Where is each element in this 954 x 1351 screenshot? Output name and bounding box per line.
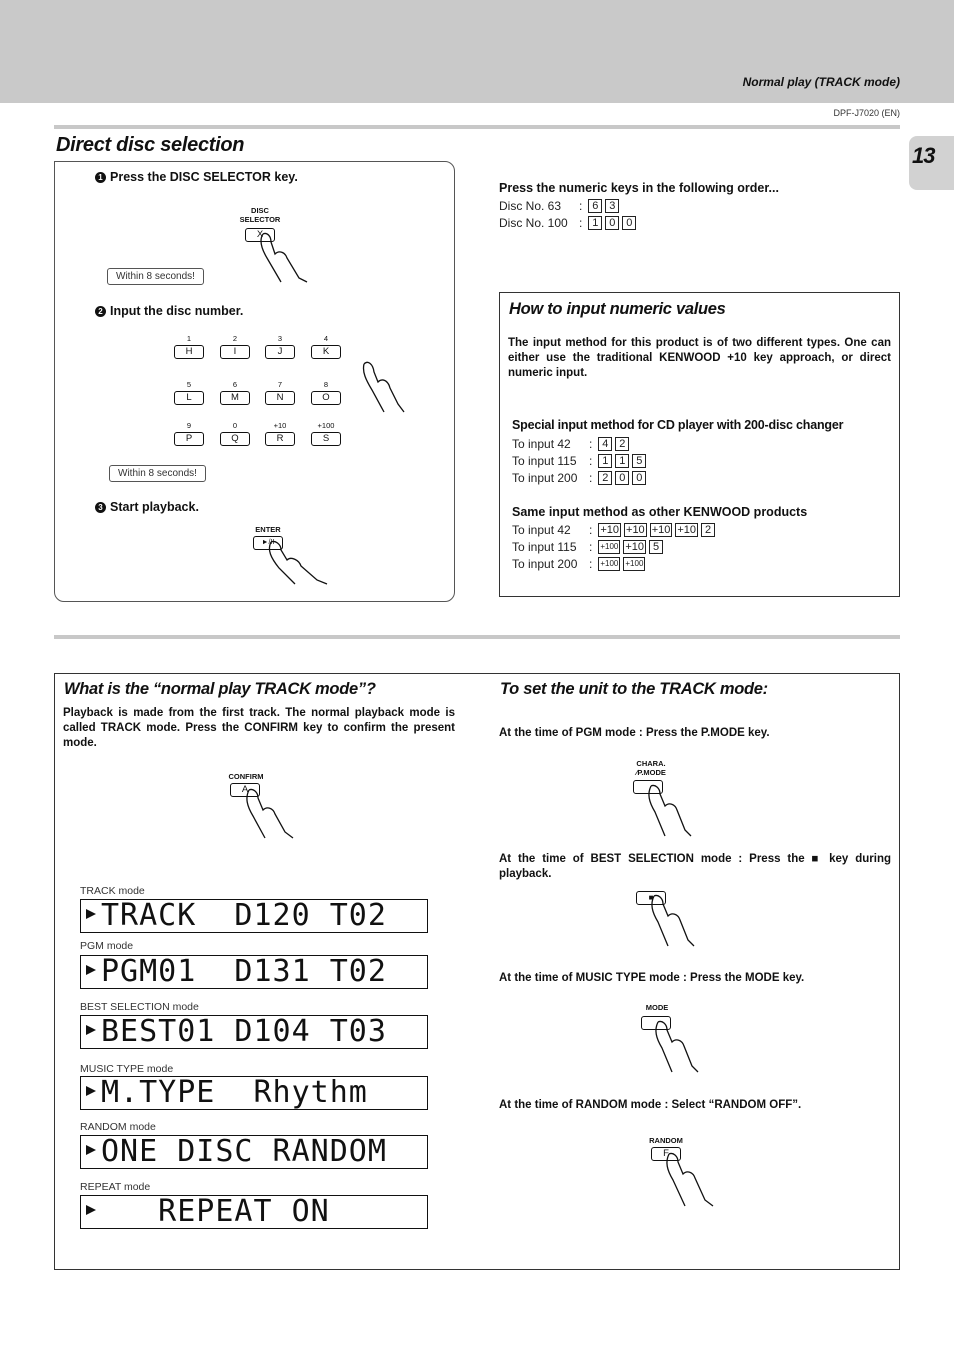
hand-pointer-icon bbox=[663, 1150, 719, 1210]
key-number-label: +10 bbox=[273, 421, 287, 430]
keypad-key: P bbox=[174, 432, 204, 446]
step-1: 1 Press the DISC SELECTOR key. bbox=[95, 170, 298, 184]
display-random: ONE DISC RANDOM bbox=[80, 1135, 428, 1169]
hand-pointer-icon bbox=[648, 892, 700, 950]
music-type-instruction: At the time of MUSIC TYPE mode : Press the MODE key. bbox=[499, 972, 805, 984]
step-3: 3 Start playback. bbox=[95, 500, 199, 514]
key-glyph: 2 bbox=[598, 471, 612, 485]
disc-selector-key: X bbox=[245, 228, 275, 242]
key-glyph: +10 bbox=[600, 523, 620, 536]
key-sequence-row bbox=[512, 469, 649, 486]
row-separator: : bbox=[579, 198, 583, 213]
key-number-label: 8 bbox=[323, 380, 329, 389]
key-glyph: +10 bbox=[651, 523, 671, 536]
hand-pointer-icon bbox=[255, 230, 315, 286]
random-label: RANDOM bbox=[649, 1136, 683, 1145]
key-glyph: +10 bbox=[625, 540, 645, 553]
row-label: Disc No. 100 bbox=[499, 215, 568, 230]
key-glyph: +10 bbox=[677, 523, 697, 536]
row-separator: : bbox=[589, 522, 593, 537]
key-glyph: 4 bbox=[598, 437, 612, 451]
row-label: Disc No. 63 bbox=[499, 198, 562, 213]
keypad-key: O bbox=[311, 391, 341, 405]
order-heading: Press the numeric keys in the following order... bbox=[499, 181, 779, 195]
display-label-best: BEST SELECTION mode bbox=[80, 1001, 199, 1013]
key-glyph: 5 bbox=[632, 454, 646, 468]
display-repeat: REPEAT ON bbox=[80, 1195, 428, 1229]
keypad-key: I bbox=[220, 345, 250, 359]
display-label-random: RANDOM mode bbox=[80, 1121, 156, 1133]
display-track: TRACK D120 T02 bbox=[80, 899, 428, 933]
best-instruction: At the time of BEST SELECTION mode : Press the ■ key during playback. bbox=[499, 853, 891, 880]
key-glyph: +100 bbox=[623, 557, 645, 571]
within-8-seconds-note: Within 8 seconds! bbox=[107, 268, 204, 285]
order-rows bbox=[499, 197, 639, 231]
key-glyph: 2 bbox=[615, 437, 629, 451]
keypad-key: R bbox=[265, 432, 295, 446]
special-method-rows bbox=[512, 435, 649, 486]
key-glyph: 2 bbox=[701, 523, 715, 537]
key-number-label: 5 bbox=[186, 380, 192, 389]
key-number-label: 4 bbox=[323, 334, 329, 343]
random-key: F bbox=[651, 1147, 681, 1161]
confirm-label: CONFIRM bbox=[228, 772, 264, 781]
key-glyph: 5 bbox=[649, 540, 663, 554]
row-separator: : bbox=[589, 539, 593, 554]
key-number-label: +100 bbox=[317, 421, 335, 430]
section-header: Normal play (TRACK mode) bbox=[742, 75, 900, 89]
key-sequence-row bbox=[499, 214, 639, 231]
hand-pointer-icon bbox=[360, 358, 408, 416]
keypad-key: Q bbox=[220, 432, 250, 446]
page-number: 13 bbox=[912, 143, 935, 168]
key-sequence-row bbox=[512, 435, 649, 452]
how-to-title: How to input numeric values bbox=[509, 300, 726, 318]
key-glyph: 0 bbox=[622, 216, 636, 230]
enter-label: ENTER bbox=[255, 525, 281, 534]
row-separator: : bbox=[589, 436, 593, 451]
how-to-paragraph: The input method for this product is of two different types. One can either use the traditional KENWOOD +10 key approach, or direct numeric input. bbox=[508, 337, 891, 379]
display-label-repeat: REPEAT mode bbox=[80, 1181, 151, 1193]
key-number-label: 6 bbox=[232, 380, 238, 389]
key-number-label: 1 bbox=[186, 334, 192, 343]
mode-label: MODE bbox=[645, 1003, 669, 1012]
disc-selector-label: DISC SELECTOR bbox=[239, 206, 281, 224]
key-glyph: +100 bbox=[598, 540, 620, 554]
enter-key: ►/II bbox=[253, 536, 283, 550]
row-separator: : bbox=[589, 470, 593, 485]
key-glyph: +100 bbox=[598, 557, 620, 571]
keypad-key: S bbox=[311, 432, 341, 446]
top-rule bbox=[54, 125, 900, 129]
row-label: To input 115 bbox=[512, 539, 577, 554]
key-sequence-row bbox=[512, 555, 718, 572]
key-glyph: 0 bbox=[632, 471, 646, 485]
key-glyph: 3 bbox=[605, 199, 619, 213]
display-best: BEST01 D104 T03 bbox=[80, 1015, 428, 1049]
middle-rule bbox=[54, 635, 900, 639]
key-glyph: 1 bbox=[615, 454, 629, 468]
display-label-pgm: PGM mode bbox=[80, 940, 134, 952]
display-label-music-type: MUSIC TYPE mode bbox=[80, 1063, 174, 1075]
display-music-type: M.TYPE Rhythm bbox=[80, 1076, 428, 1110]
special-method-heading: Special input method for CD player with 200-disc changer bbox=[512, 418, 844, 432]
keypad-key: M bbox=[220, 391, 250, 405]
pmode-label: CHARA. ∕P.MODE bbox=[636, 759, 666, 777]
what-paragraph: Playback is made from the first track. The normal playback mode is called TRACK mode. Press the CONFIRM key to confirm the present mode. bbox=[63, 707, 455, 749]
hand-pointer-icon bbox=[243, 786, 299, 842]
step-2: 2 Input the disc number. bbox=[95, 304, 243, 318]
key-sequence-row bbox=[512, 538, 718, 555]
key-number-label: 9 bbox=[186, 421, 192, 430]
key-sequence-row bbox=[499, 197, 639, 214]
random-instruction: At the time of RANDOM mode : Select “RANDOM OFF”. bbox=[499, 1099, 802, 1111]
what-title: What is the “normal play TRACK mode”? bbox=[64, 680, 376, 698]
row-separator: : bbox=[579, 215, 583, 230]
key-sequence-row bbox=[512, 452, 649, 469]
model-code: DPF-J7020 (EN) bbox=[833, 108, 900, 118]
section-title: Direct disc selection bbox=[56, 134, 245, 156]
stop-key: ■ bbox=[636, 891, 666, 905]
hand-pointer-icon bbox=[652, 1018, 704, 1076]
display-pgm: PGM01 D131 T02 bbox=[80, 955, 428, 989]
row-label: To input 200 bbox=[512, 470, 578, 485]
display-label-track: TRACK mode bbox=[80, 885, 145, 897]
keypad-key: L bbox=[174, 391, 204, 405]
key-sequence-row bbox=[512, 521, 718, 538]
key-glyph: 1 bbox=[588, 216, 602, 230]
same-method-rows bbox=[512, 521, 718, 572]
row-label: To input 42 bbox=[512, 522, 571, 537]
numeric-keypad bbox=[174, 334, 344, 446]
within-8-seconds-note-2: Within 8 seconds! bbox=[109, 465, 206, 482]
keypad-key: N bbox=[265, 391, 295, 405]
row-label: To input 200 bbox=[512, 556, 578, 571]
key-number-label: 3 bbox=[277, 334, 283, 343]
keypad-key: H bbox=[174, 345, 204, 359]
hand-pointer-icon bbox=[645, 782, 697, 840]
hand-pointer-icon bbox=[265, 538, 331, 588]
key-number-label: 7 bbox=[277, 380, 283, 389]
pgm-instruction: At the time of PGM mode : Press the P.MODE key. bbox=[499, 727, 770, 739]
row-separator: : bbox=[589, 556, 593, 571]
key-glyph: 1 bbox=[598, 454, 612, 468]
row-separator: : bbox=[589, 453, 593, 468]
keypad-key: K bbox=[311, 345, 341, 359]
key-number-label: 2 bbox=[232, 334, 238, 343]
confirm-key: A bbox=[230, 783, 260, 797]
row-label: To input 115 bbox=[512, 453, 577, 468]
key-glyph: 0 bbox=[615, 471, 629, 485]
key-number-label: 0 bbox=[232, 421, 238, 430]
key-glyph: 6 bbox=[588, 199, 602, 213]
row-label: To input 42 bbox=[512, 436, 571, 451]
keypad-key: J bbox=[265, 345, 295, 359]
set-mode-title: To set the unit to the TRACK mode: bbox=[500, 680, 768, 698]
key-glyph: +10 bbox=[626, 523, 645, 536]
same-method-heading: Same input method as other KENWOOD products bbox=[512, 505, 808, 519]
key-glyph: 0 bbox=[605, 216, 619, 230]
